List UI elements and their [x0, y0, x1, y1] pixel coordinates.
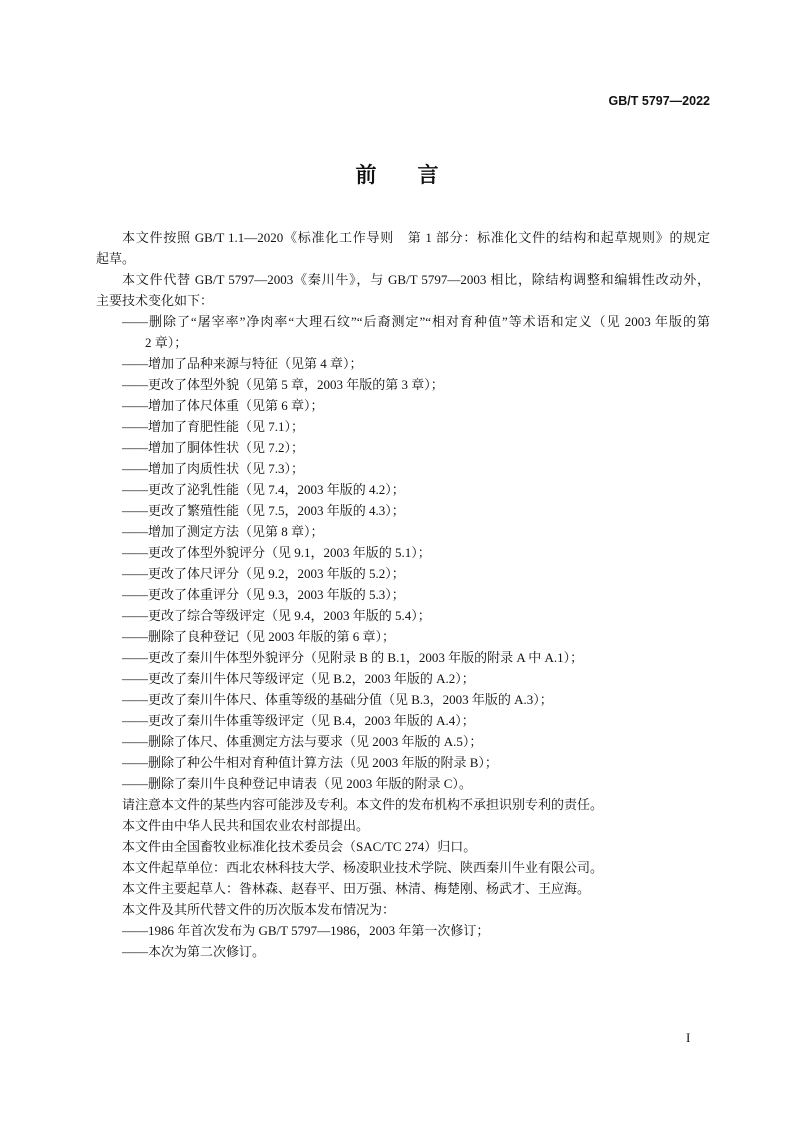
change-item: ——更改了泌乳性能（见 7.4，2003 年版的 4.2）；	[122, 481, 405, 497]
change-item-continuation: 2 章）；	[145, 334, 188, 350]
change-item: ——删除了秦川牛良种登记申请表（见 2003 年版的附录 C）。	[122, 775, 472, 791]
change-item: ——更改了体型外貌（见第 5 章，2003 年版的第 3 章）；	[122, 376, 444, 392]
change-item: ——增加了体尺体重（见第 6 章）；	[122, 397, 324, 413]
paragraph-line-continuation: 起草。	[96, 250, 136, 266]
history-item: ——本次为第二次修订。	[122, 943, 266, 959]
change-item: ——更改了体型外貌评分（见 9.1，2003 年版的 5.1）；	[122, 544, 431, 560]
paragraph-line: 本文件按照 GB/T 1.1—2020《标准化工作导则 第 1 部分：标准化文件的结构和起草规则》的规定	[122, 229, 710, 245]
page-title: 前 言	[355, 163, 449, 187]
change-item: ——增加了育肥性能（见 7.1）；	[122, 418, 305, 434]
change-item: ——删除了“屠宰率”净肉率“大理石纹”“后裔测定”“相对育种值”等术语和定义（见 2003 年版的第	[122, 313, 710, 329]
change-item: ——增加了肉质性状（见 7.3）；	[122, 460, 305, 476]
change-item: ——删除了良种登记（见 2003 年版的第 6 章）；	[122, 628, 396, 644]
standard-number-header: GB/T 5797—2022	[608, 94, 710, 108]
proposed-by: 本文件由中华人民共和国农业农村部提出。	[122, 817, 370, 833]
history-intro: 本文件及其所代替文件的历次版本发布情况为：	[122, 901, 396, 917]
change-item: ——更改了繁殖性能（见 7.5，2003 年版的 4.3）；	[122, 502, 405, 518]
paragraph-line: 本文件代替 GB/T 5797—2003《秦川牛》，与 GB/T 5797—2003 相比，除结构调整和编辑性改动外，	[122, 271, 710, 287]
patent-notice: 请注意本文件的某些内容可能涉及专利。本文件的发布机构不承担识别专利的责任。	[122, 796, 604, 812]
drafters: 本文件主要起草人：昝林森、赵春平、田万强、林清、梅楚刚、杨武才、王应海。	[122, 880, 591, 896]
change-item: ——增加了胴体性状（见 7.2）；	[122, 439, 305, 455]
change-item: ——删除了种公牛相对育种值计算方法（见 2003 年版的附录 B）；	[122, 754, 498, 770]
change-item: ——增加了测定方法（见第 8 章）；	[122, 523, 324, 539]
change-item: ——更改了综合等级评定（见 9.4，2003 年版的 5.4）；	[122, 607, 431, 623]
paragraph-line-continuation: 主要技术变化如下：	[96, 292, 214, 308]
history-item: ——1986 年首次发布为 GB/T 5797—1986，2003 年第一次修订；	[122, 922, 490, 938]
change-item: ——删除了体尺、体重测定方法与要求（见 2003 年版的 A.5）；	[122, 733, 483, 749]
change-item: ——更改了秦川牛体型外貌评分（见附录 B 的 B.1，2003 年版的附录 A 中 A.1）；	[122, 649, 584, 665]
drafting-units: 本文件起草单位：西北农林科技大学、杨凌职业技术学院、陕西秦川牛业有限公司。	[122, 859, 604, 875]
administered-by: 本文件由全国畜牧业标准化技术委员会（SAC/TC 274）归口。	[122, 838, 477, 854]
page-number: I	[686, 1030, 691, 1045]
change-item: ——更改了体尺评分（见 9.2，2003 年版的 5.2）；	[122, 565, 405, 581]
foreword-body	[96, 227, 710, 962]
change-item: ——更改了秦川牛体尺等级评定（见 B.2，2003 年版的 A.2）；	[122, 670, 475, 686]
change-item: ——更改了体重评分（见 9.3，2003 年版的 5.3）；	[122, 586, 405, 602]
change-item: ——增加了品种来源与特征（见第 4 章）；	[122, 355, 363, 371]
change-item: ——更改了秦川牛体重等级评定（见 B.4，2003 年版的 A.4）；	[122, 712, 475, 728]
change-item: ——更改了秦川牛体尺、体重等级的基础分值（见 B.3，2003 年版的 A.3）；	[122, 691, 553, 707]
